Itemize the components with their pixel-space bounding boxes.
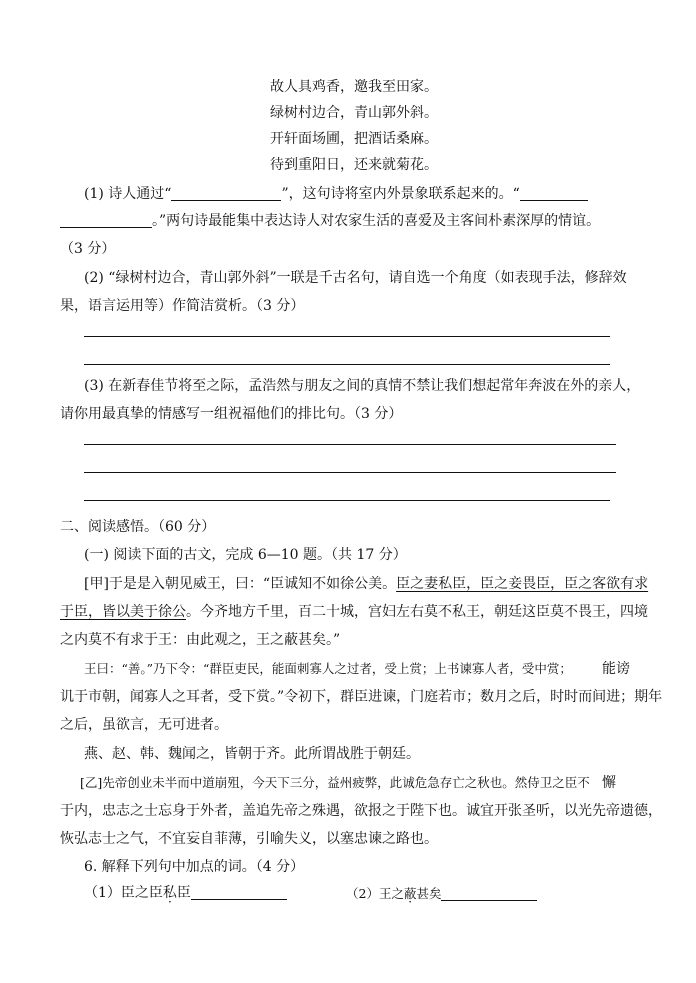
answer-line[interactable] — [84, 472, 616, 473]
passage-jia-text: 。今齐地方千里，百二十城，宫妇左右莫不私王，朝廷这臣莫不畏王，四境 — [186, 604, 648, 620]
passage-yi-line-1: [乙]先帝创业未半而中道崩殂，今天下三分，益州疲弊，此诚危急存亡之秋也。然侍卫之臣不 — [80, 775, 590, 790]
passage-jia-line-2 — [60, 603, 648, 621]
passage-jia-text: [甲]于是是入朝见威王，曰：“臣诚知不如徐公美。 — [84, 576, 397, 592]
q6-item1-pre: （1）臣之臣 — [84, 885, 163, 901]
question-1-score: （3 分） — [60, 241, 116, 257]
question-6-item-2 — [346, 885, 537, 903]
q1-blank-3[interactable] — [60, 213, 152, 228]
q1-text-b: ”，这句诗将室内外景象联系起来的。“ — [281, 186, 520, 202]
q1-text-a: (1) 诗人通过“ — [84, 186, 172, 202]
passage-jia-underlined: 臣之妻私臣，臣之妾畏臣，臣之客欲有求 — [396, 576, 649, 592]
q1-blank-1[interactable] — [171, 186, 281, 201]
poem-line-3: 开轩面场圃，把酒话桑麻。 — [270, 131, 438, 147]
dotted-word: 私 — [162, 885, 177, 901]
passage-jia-line-1 — [84, 575, 648, 593]
question-2-line-2: 果，语言运用等）作简洁赏析。（3 分） — [60, 298, 305, 314]
answer-line[interactable] — [84, 336, 610, 337]
passage-jia-line-3: 之内莫不有求于王：由此观之，王之蔽甚矣。” — [60, 632, 341, 648]
poem-line-2: 绿树村边合，青山郭外斜。 — [270, 105, 438, 121]
q6-item2-post: 甚矣 — [416, 886, 442, 901]
passage-jia-line-4: 王曰：“善。”乃下令：“群臣吏民，能面刺寡人之过者，受上赏；上书谏寡人者，受中赏； — [84, 661, 572, 676]
question-1-line-1 — [84, 185, 588, 203]
q6-blank-1[interactable] — [191, 885, 287, 900]
answer-line[interactable] — [84, 444, 616, 445]
q1-text-d: 。”两句诗最能集中表达诗人对农家生活的喜爱及主客间朴素深厚的情谊。 — [152, 213, 601, 229]
passage-jia-line-7: 燕、赵、韩、魏闻之，皆朝于齐。此所谓战胜于朝廷。 — [84, 746, 420, 762]
passage-jia-line-4-end: 能谤 — [602, 661, 630, 677]
passage-jia-underlined: 于臣，皆以美于徐公 — [60, 604, 186, 620]
q6-item2-pre: （2）王之 — [346, 886, 404, 901]
dotted-word: 蔽 — [403, 886, 417, 901]
passage-yi-line-3: 恢弘志士之气，不宜妄自菲薄，引喻失义，以塞忠谏之路也。 — [60, 831, 438, 847]
passage-jia-line-5: 讥于市朝，闻寡人之耳者，受下赏。”令初下，群臣进谏，门庭若市；数月之后，时时而间进；期年 — [60, 689, 663, 705]
q6-blank-2[interactable] — [441, 886, 537, 901]
question-1-line-2 — [60, 212, 600, 230]
section-2-title: 二、阅读感悟。（60 分） — [60, 519, 216, 535]
question-2-line-1: (2) “绿树村边合，青山郭外斜”一联是千古名句，请自选一个角度（如表现手法，修辞效 — [84, 270, 627, 286]
poem-line-1: 故人具鸡香，邀我至田家。 — [270, 79, 438, 95]
passage-yi-line-1-end: 懈 — [602, 775, 616, 791]
answer-line[interactable] — [84, 364, 610, 365]
subsection-1-title: (一) 阅读下面的古文，完成 6—10 题。（共 17 分） — [84, 547, 407, 563]
q6-item1-post: 臣 — [176, 885, 191, 901]
question-6-title: 6. 解释下列句中加点的词。（4 分） — [84, 859, 305, 875]
passage-yi-line-2: 于内，忠志之士忘身于外者，盖追先帝之殊遇，欲报之于陛下也。诚宜开张圣听，以光先帝遗德， — [60, 803, 662, 819]
passage-jia-line-6: 之后，虽欲言，无可进者。 — [60, 717, 228, 733]
question-3-line-1: (3) 在新春佳节将至之际，孟浩然与朋友之间的真情不禁让我们想起常年奔波在外的亲人， — [84, 378, 641, 394]
question-6-item-1 — [84, 884, 287, 902]
question-3-line-2: 请你用最真挚的情感写一组祝福他们的排比句。（3 分） — [60, 406, 403, 422]
poem-line-4: 待到重阳日，还来就菊花。 — [270, 157, 438, 173]
answer-line[interactable] — [84, 500, 610, 501]
q1-blank-2[interactable] — [520, 186, 588, 201]
